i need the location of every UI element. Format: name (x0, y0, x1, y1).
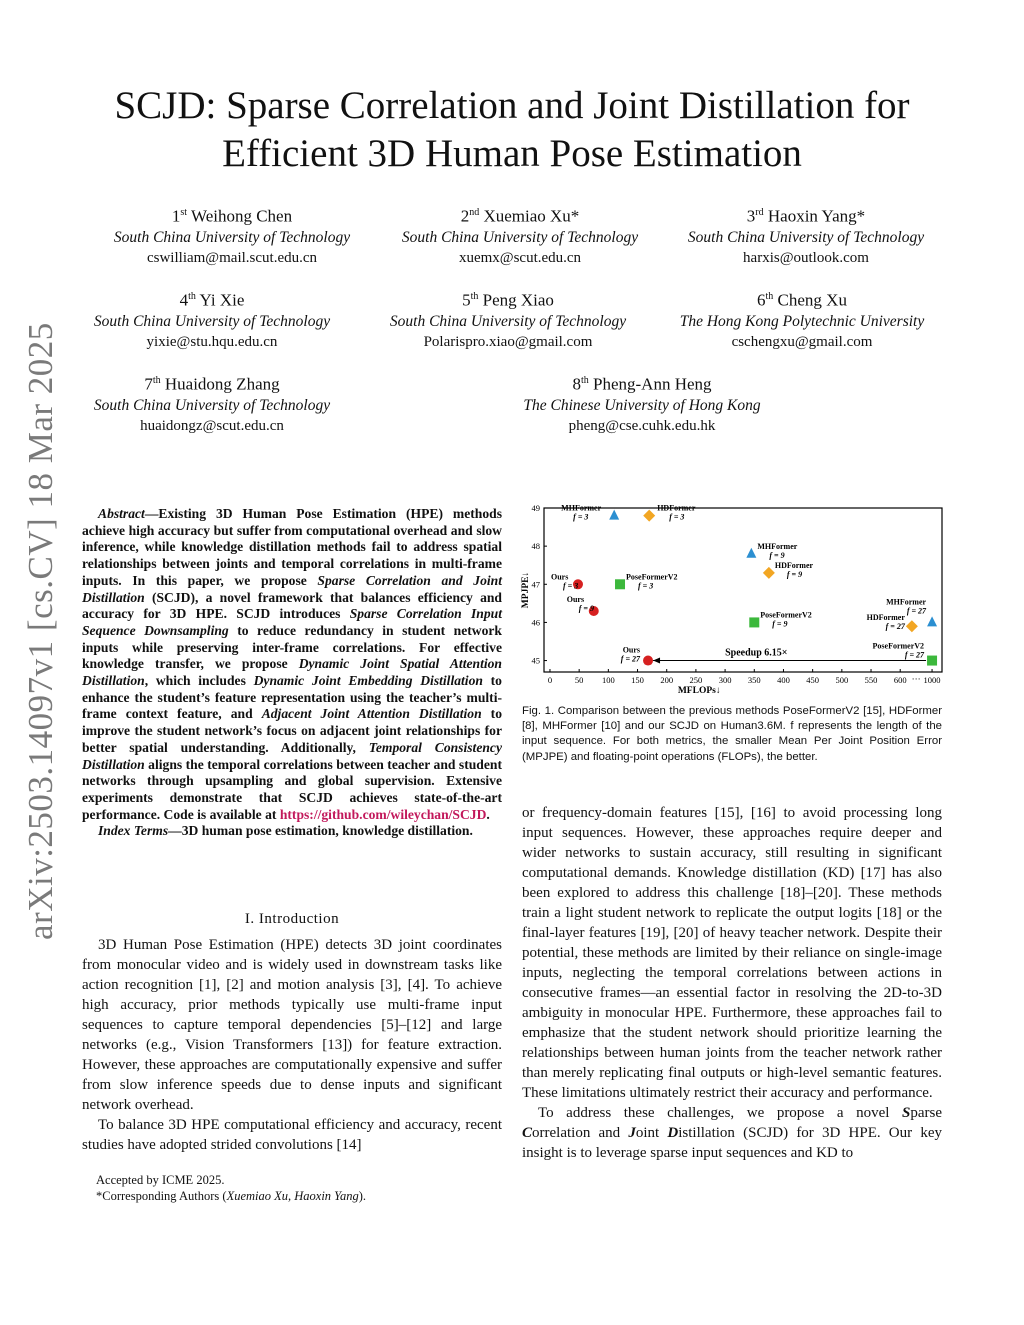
speedup-label: Speedup 6.15× (725, 647, 788, 659)
point-f-label: f = 3 (638, 581, 654, 591)
y-tick-label: 47 (531, 579, 540, 590)
abstract: Abstract—Existing 3D Human Pose Estimation (HPE) methods achieve high accuracy but suffer from computational overhead and slow inference, while knowledge distillation methods fail to address spatial relationships between joints and temporal correlations in multi-frame inputs. In this paper, we propose Sparse Correlation and Joint Distillation (SCJD), a novel framework that balances efficiency and accuracy for 3D HPE. SCJD introduces Sparse Correlation Input Sequence Downsampling to reduce redundancy in student network inputs while preserving inter-frame correlations. For effective knowledge transfer, we propose Dynamic Joint Spatial Attention Distillation, which includes Dynamic Joint Embedding Distillation to enhance the student’s feature representation using the teacher’s multi-frame context feature, and Adjacent Joint Attention Distillation to improve the student network’s focus on adjacent joint relationships for better spatial understanding. Additionally, Temporal Consistency Distillation aligns the temporal correlations between teacher and student networks through upsampling and global supervision. Extensive experiments demonstrate that SCJD achieves state-of-the-art performance. Code is available at https://github.com/wileychan/SCJD. Index Terms—3D human pose estimation, knowledge distillation. (82, 506, 502, 839)
y-tick-label: 46 (531, 617, 540, 628)
point-label: Ours (566, 594, 585, 604)
intro-text (82, 935, 502, 1155)
author-affiliation: South China University of Technology (401, 228, 639, 246)
author-affiliation: South China University of Technology (93, 396, 331, 414)
author-name: Cheng Xu (777, 290, 847, 310)
section-heading-introduction: I. Introduction (244, 911, 340, 927)
arxiv-stamp: arXiv:2503.14097v1 [cs.CV] 18 Mar 2025 (21, 322, 60, 940)
x-tick-label: 200 (660, 675, 674, 685)
x-tick-label: 1000 (923, 675, 941, 685)
author-name: Weihong Chen (191, 206, 293, 226)
right-paragraph-2: To address these challenges, we propose a novel Sparse Correlation and Joint Distillation (SCJD) for 3D HPE. Our key insight is to leverage sparse input sequences and KD to (522, 1105, 942, 1161)
author-email: cschengxu@gmail.com (731, 333, 873, 350)
author-block: 4th Yi Xie South China University of Technology yixie@stu.hqu.edu.cn (62, 286, 362, 353)
marker-mhformer (927, 616, 937, 626)
x-tick-label: 150 (631, 675, 644, 685)
speedup-arrow-head (653, 658, 660, 664)
author-block: 1st Weihong Chen South China University of Technology cswilliam@mail.scut.edu.cn (82, 202, 382, 269)
right-paragraph-1: or frequency-domain features [15], [16] to avoid processing long input sequences. However, these approaches require deeper and wider networks to sustain accuracy, still resulting in significant computational demands. Knowledge distillation (KD) [17] has also been explored to address this challenge [18]–[20]. These methods train a light student network to replicate the output logits [18] or the final-layer features [19], [20] of heavy teacher network. Despite their potential, these methods are limited by their reliance on single-image inputs, neglecting the temporal correlations between actions in consecutive frames—an essential factor in resolving the 2D-to-3D ambiguity in monocular HPE. Furthermore, these approaches fail to emphasize that the student network should prioritize learning the relationships between human joints from the teacher network rather than merely replicating final outputs or high-level semantic features. These limitations ultimately restrict their accuracy and performance. (522, 805, 942, 1101)
marker-poseformerv2 (615, 579, 625, 589)
author-name: Yi Xie (199, 290, 245, 310)
y-axis-label: MPJPE↓ (521, 571, 531, 609)
paper-title (60, 82, 964, 178)
author-email: yixie@stu.hqu.edu.cn (146, 333, 278, 350)
x-tick-label: 50 (574, 675, 584, 685)
point-f-label: f = 3 (573, 512, 589, 522)
point-label: MHFormer (886, 597, 927, 607)
author-name: Peng Xiao (482, 290, 554, 310)
author-affiliation: South China University of Technology (687, 228, 925, 246)
marker-ours (643, 656, 653, 666)
y-tick-label: 48 (531, 541, 540, 552)
author-block: 3rd Haoxin Yang* South China University of Technology harxis@outlook.com (656, 202, 956, 269)
point-label: Ours (550, 572, 569, 582)
marker-poseformerv2 (749, 617, 759, 627)
author-name: Haoxin Yang* (767, 206, 866, 226)
marker-mhformer (609, 510, 619, 520)
intro-paragraph-2: To balance 3D HPE computational efficiency and accuracy, recent studies have adopted strided convolutions [14] (82, 1117, 502, 1153)
author-block: 6th Cheng Xu The Hong Kong Polytechnic University cschengxu@gmail.com (652, 286, 952, 353)
footnote-corresponding: *Corresponding Authors (Xuemiao Xu, Haoxin Yang). (96, 1189, 367, 1203)
x-tick-label: 300 (718, 675, 732, 685)
author-email: harxis@outlook.com (743, 249, 869, 266)
x-tick-label: 250 (689, 675, 703, 685)
point-f-label: f = 9 (772, 619, 788, 629)
author-affiliation: South China University of Technology (113, 228, 351, 246)
author-name: Huaidong Zhang (164, 374, 280, 394)
axis-break-marker: ··· (911, 674, 921, 684)
point-label: PoseFormerV2 (872, 641, 925, 651)
x-axis-label: MFLOPs↓ (677, 686, 721, 696)
marker-hdformer (763, 567, 775, 579)
marker-hdformer (906, 620, 918, 632)
x-tick-label: 500 (835, 675, 849, 685)
point-f-label: f = 27 (885, 622, 905, 632)
author-name: Pheng-Ann Heng (593, 374, 712, 394)
author-block: 7th Huaidong Zhang South China University of Technology huaidongz@scut.edu.cn (62, 370, 362, 437)
point-label: PoseFormerV2 (760, 610, 812, 620)
marker-hdformer (643, 510, 655, 522)
point-f-label: f = 27 (620, 654, 641, 664)
author-name: Xuemiao Xu* (483, 206, 580, 226)
marker-poseformerv2 (927, 656, 937, 666)
author-affiliation: South China University of Technology (389, 312, 627, 330)
author-email: xuemx@scut.edu.cn (458, 249, 582, 266)
point-f-label: f = 9 (769, 550, 785, 560)
point-f-label: f = 3 (669, 512, 685, 522)
right-column-text (522, 803, 942, 1163)
x-tick-label: 0 (547, 675, 553, 685)
author-affiliation: The Hong Kong Polytechnic University (679, 312, 925, 330)
point-label: HDFormer (866, 613, 905, 623)
point-f-label: f = 27 (906, 606, 927, 616)
author-block: 2nd Xuemiao Xu* South China University of Technology xuemx@scut.edu.cn (370, 202, 670, 269)
x-tick-label: 100 (601, 675, 615, 685)
point-label: MHFormer (757, 541, 798, 551)
y-tick-label: 45 (531, 655, 540, 666)
figure-caption: Fig. 1. Comparison between the previous methods PoseFormerV2 [15], HDFormer [8], MHFormer [10] and our SCJD on Human3.6M. f represents the length of the input sequence. For both metrics, the smaller Mean Per Joint Position Error (MPJPE) and floating-point operations (FLOPs), the better. (522, 705, 942, 763)
author-email: huaidongz@scut.edu.cn (140, 417, 284, 434)
author-block: 5th Peng Xiao South China University of Technology Polarispro.xiao@gmail.com (358, 286, 658, 353)
title-line-2: Efficient 3D Human Pose Estimation (222, 132, 802, 175)
title-line-1: SCJD: Sparse Correlation and Joint Distillation for (114, 84, 910, 127)
x-tick-label: 600 (893, 675, 907, 685)
intro-paragraph-1: 3D Human Pose Estimation (HPE) detects 3D joint coordinates from monocular video and is widely used in downstream tasks like action recognition [1], [2] and motion analysis [3], [4]. To achieve high accuracy, prior methods typically use multi-frame input sequences to capture temporal dependencies [5]–[12] and large networks (e.g., Vision Transformers [13]) for feature extraction. However, these approaches are computationally expensive and suffer from slow inference speeds due to dense inputs and significant network overhead. (82, 937, 502, 1113)
mpjpe-flops-chart (518, 500, 948, 700)
point-label: HDFormer (774, 560, 814, 570)
author-affiliation: The Chinese University of Hong Kong (523, 396, 761, 414)
author-email: cswilliam@mail.scut.edu.cn (146, 249, 318, 266)
author-block: 8th Pheng-Ann Heng The Chinese University of Hong Kong pheng@cse.cuhk.edu.hk (492, 370, 792, 437)
point-label: Ours (622, 645, 641, 655)
point-f-label: f = 9 (578, 603, 594, 613)
x-tick-label: 400 (777, 675, 790, 685)
point-label: MHFormer (561, 503, 602, 513)
point-f-label: f = 3 (562, 581, 579, 591)
y-tick-label: 49 (531, 503, 540, 513)
footnotes (96, 1172, 496, 1204)
author-email: pheng@cse.cuhk.edu.hk (568, 417, 716, 434)
point-label: HDFormer (657, 503, 696, 513)
x-tick-label: 550 (864, 675, 878, 685)
code-link[interactable]: https://github.com/wileychan/SCJD (279, 806, 487, 822)
marker-mhformer (746, 548, 756, 558)
x-tick-label: 450 (806, 675, 820, 685)
author-affiliation: South China University of Technology (93, 312, 331, 330)
point-f-label: f = 9 (786, 569, 803, 579)
author-email: Polarispro.xiao@gmail.com (423, 333, 593, 350)
index-terms: Index Terms—3D human pose estimation, knowledge distillation. (98, 823, 473, 839)
point-label: PoseFormerV2 (626, 572, 678, 582)
footnote-accepted: Accepted by ICME 2025. (96, 1173, 225, 1187)
x-tick-label: 350 (747, 675, 761, 685)
point-f-label: f = 27 (904, 650, 925, 660)
